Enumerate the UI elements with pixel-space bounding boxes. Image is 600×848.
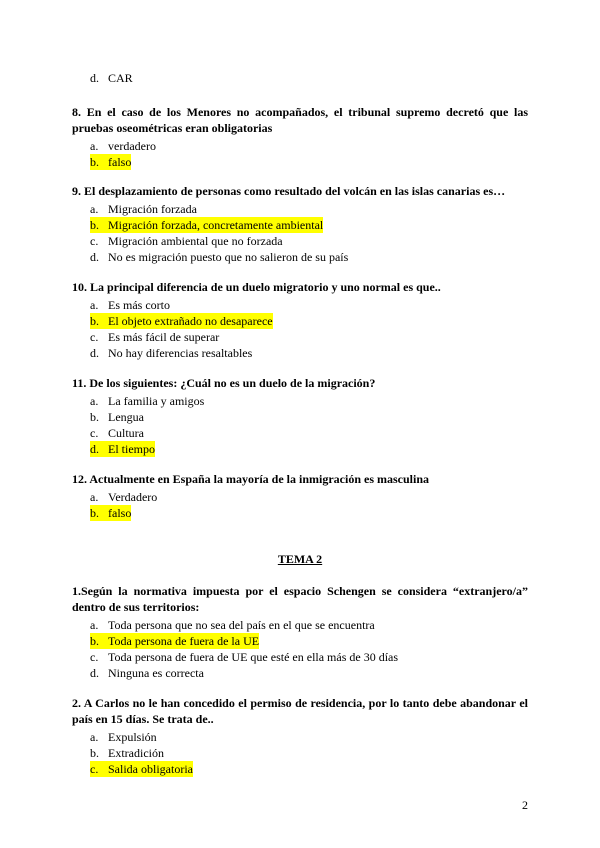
- options-list: [72, 393, 528, 457]
- option-a: [72, 138, 528, 154]
- option-letter: d.: [90, 666, 99, 680]
- option-letter: a.: [90, 202, 99, 216]
- option-letter: a.: [90, 730, 99, 744]
- option-b: [72, 409, 528, 425]
- option-c: [72, 233, 528, 249]
- option-text: No hay diferencias resaltables: [108, 346, 253, 360]
- option-c: [72, 425, 528, 441]
- option-b-highlighted: [72, 313, 528, 329]
- page-number: 2: [522, 798, 528, 812]
- question-text: 10. La principal diferencia de un duelo migratorio y uno normal es que..: [72, 280, 441, 294]
- option-d: [72, 665, 528, 681]
- question-text: 8. En el caso de los Menores no acompañados, el tribunal supremo decretó que las pruebas oseométricas eran obligatorias: [72, 105, 528, 135]
- option-letter: b.: [90, 505, 108, 521]
- option-letter: b.: [90, 154, 108, 170]
- option-a: [72, 617, 528, 633]
- option-text: verdadero: [108, 139, 156, 153]
- option-text: Salida obligatoria: [108, 762, 193, 776]
- option-letter: b.: [90, 217, 108, 233]
- option-letter: c.: [90, 426, 99, 440]
- option-letter: a.: [90, 490, 99, 504]
- option-letter: a.: [90, 394, 99, 408]
- option-letter: a.: [90, 298, 99, 312]
- option-text: Verdadero: [108, 490, 158, 504]
- question-11: [72, 375, 528, 457]
- option-text: falso: [108, 155, 132, 169]
- question-8: [72, 104, 528, 170]
- question-text: 2. A Carlos no le han concedido el permiso de residencia, por lo tanto debe abandonar el país en 15 días. Se trata de..: [72, 696, 528, 726]
- option-d-highlighted: [72, 441, 528, 457]
- option-letter: d.: [90, 441, 108, 457]
- option-a: [72, 393, 528, 409]
- option-letter: b.: [90, 313, 108, 329]
- option-d: [72, 345, 528, 361]
- option-text: Toda persona de fuera de UE que esté en ella más de 30 días: [108, 650, 399, 664]
- option-b-highlighted: [72, 633, 528, 649]
- option-c: [72, 329, 528, 345]
- options-list: [72, 297, 528, 361]
- option-letter: c.: [90, 234, 99, 248]
- option-a: [72, 297, 528, 313]
- question-12: [72, 471, 528, 521]
- option-letter: a.: [90, 139, 99, 153]
- question-9: [72, 183, 528, 265]
- tema2-question-1: [72, 583, 528, 681]
- option-letter: b.: [90, 746, 99, 760]
- option-b-highlighted: [72, 217, 528, 233]
- option-text: La familia y amigos: [108, 394, 205, 408]
- option-b: [72, 745, 528, 761]
- option-text: Expulsión: [108, 730, 157, 744]
- continued-option: [90, 71, 133, 86]
- section-title: TEMA 2: [277, 552, 323, 566]
- option-text: CAR: [108, 71, 133, 85]
- option-letter: b.: [90, 633, 108, 649]
- question-10: [72, 279, 528, 361]
- option-text: No es migración puesto que no salieron de su país: [108, 250, 349, 264]
- option-text: El objeto extrañado no desaparece: [108, 314, 273, 328]
- options-list: [72, 729, 528, 777]
- option-b-highlighted: [72, 505, 528, 521]
- option-text: Es más corto: [108, 298, 170, 312]
- option-b-highlighted: [72, 154, 528, 170]
- option-text: Cultura: [108, 426, 144, 440]
- option-text: falso: [108, 506, 132, 520]
- option-letter: c.: [90, 761, 108, 777]
- option-letter: d.: [90, 250, 99, 264]
- option-text: Toda persona que no sea del país en el que se encuentra: [108, 618, 375, 632]
- option-text: Toda persona de fuera de la UE: [108, 634, 260, 648]
- option-text: Migración forzada: [108, 202, 197, 216]
- options-list: [72, 617, 528, 681]
- option-letter: d.: [90, 346, 99, 360]
- question-text: 1.Según la normativa impuesta por el espacio Schengen se considera “extranjero/a” dentro de sus territorios:: [72, 584, 528, 614]
- option-a: [72, 201, 528, 217]
- option-c-highlighted: [72, 761, 528, 777]
- option-a: [72, 729, 528, 745]
- option-text: Es más fácil de superar: [108, 330, 220, 344]
- option-c: [72, 649, 528, 665]
- option-letter: b.: [90, 410, 99, 424]
- question-text: 11. De los siguientes: ¿Cuál no es un duelo de la migración?: [72, 376, 376, 390]
- option-text: Migración forzada, concretamente ambiental: [108, 218, 324, 232]
- option-text: Ninguna es correcta: [108, 666, 204, 680]
- option-text: Lengua: [108, 410, 144, 424]
- option-letter: c.: [90, 330, 99, 344]
- option-letter: a.: [90, 618, 99, 632]
- question-text: 9. El desplazamiento de personas como resultado del volcán en las islas canarias es…: [72, 184, 506, 198]
- question-text: 12. Actualmente en España la mayoría de la inmigración es masculina: [72, 472, 429, 486]
- option-text: Migración ambiental que no forzada: [108, 234, 283, 248]
- options-list: [72, 489, 528, 521]
- option-a: [72, 489, 528, 505]
- options-list: [72, 138, 528, 170]
- option-d: [72, 249, 528, 265]
- options-list: [72, 201, 528, 265]
- tema2-question-2: [72, 695, 528, 777]
- option-text: El tiempo: [108, 442, 155, 456]
- option-letter: d.: [90, 71, 99, 85]
- option-letter: c.: [90, 650, 99, 664]
- option-text: Extradición: [108, 746, 164, 760]
